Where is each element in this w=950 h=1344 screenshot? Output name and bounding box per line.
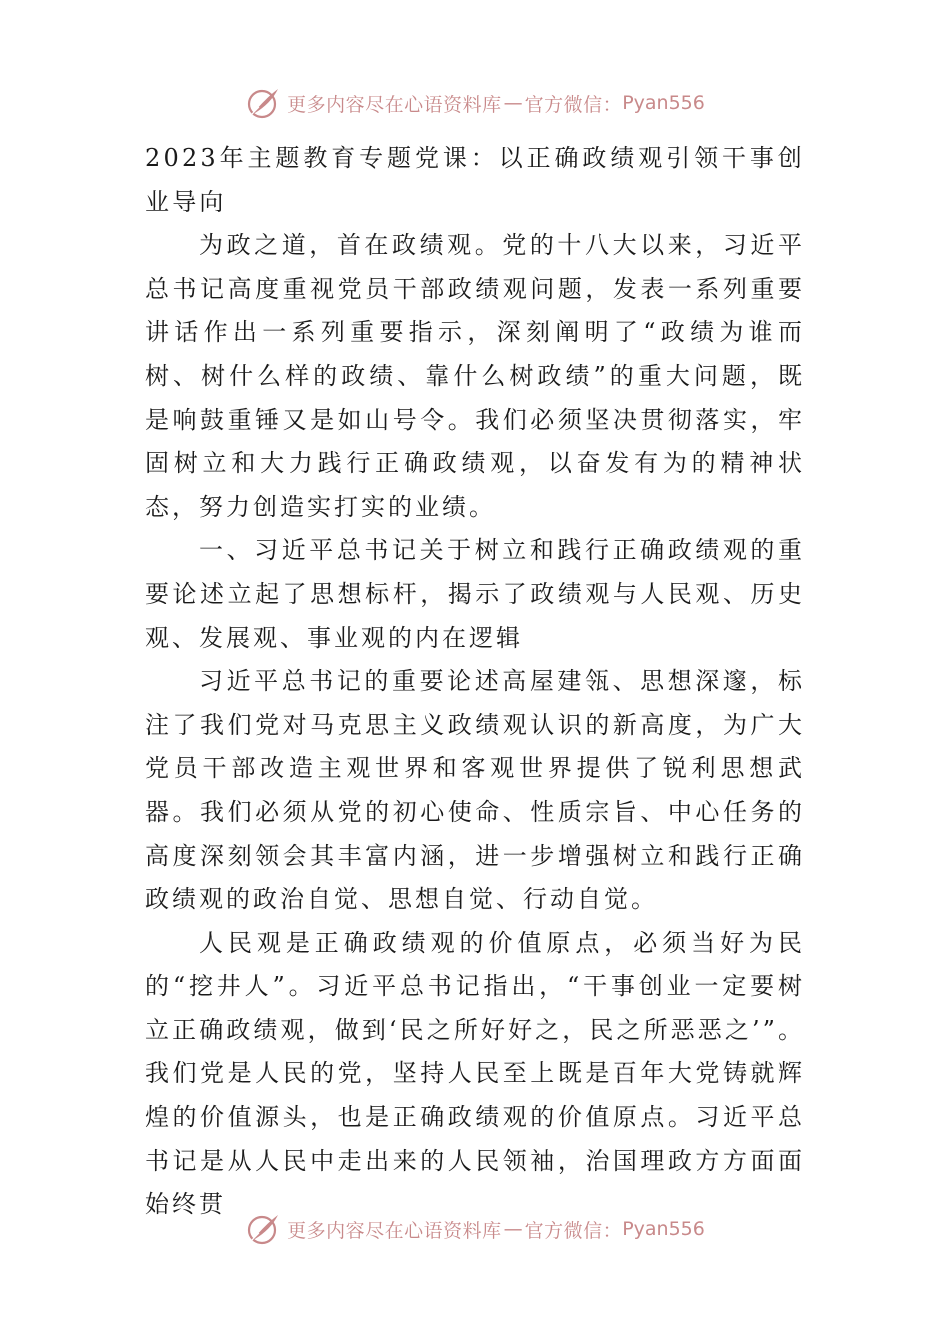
quill-circle-icon <box>245 1211 281 1247</box>
watermark-site-text: 更多内容尽在心语资料库 <box>287 1219 502 1242</box>
watermark-dash: — <box>503 92 523 114</box>
watermark-wechat-id: Pyan556 <box>622 1218 705 1240</box>
document-body <box>145 137 805 1227</box>
watermark-label: 官方微信： <box>524 1219 623 1242</box>
watermark-wechat-id: Pyan556 <box>622 92 705 114</box>
footer-watermark <box>0 1209 950 1249</box>
section-heading-1: 一、习近平总书记关于树立和践行正确政绩观的重要论述立起了思想标杆，揭示了政绩观与人民观、历史观、发展观、事业观的内在逻辑 <box>145 536 805 652</box>
paragraph-people-view: 人民观是正确政绩观的价值原点，必须当好为民的“挖井人”。习近平总书记指出，“干事创业一定要树立正确政绩观，做到‘民之所好好之，民之所恶恶之’”。我们党是人民的党，坚持人民至上既是百年大党铸就辉煌的价值源头，也是正确政绩观的价值原点。习近平总书记是从人民中走出来的人民领袖，治国理政方方面面始终贯 <box>145 928 805 1219</box>
quill-circle-icon <box>245 85 281 121</box>
watermark-dash: — <box>503 1218 523 1240</box>
watermark-site-text: 更多内容尽在心语资料库 <box>287 93 502 116</box>
paragraph-intro: 为政之道，首在政绩观。党的十八大以来，习近平总书记高度重视党员干部政绩观问题，发表一系列重要讲话作出一系列重要指示，深刻阐明了“政绩为谁而树、树什么样的政绩、靠什么树政绩”的重大问题，既是响鼓重锤又是如山号令。我们必须坚决贯彻落实，牢固树立和大力践行正确政绩观，以奋发有为的精神状态，努力创造实打实的业绩。 <box>145 231 805 521</box>
paragraph-section-1-intro: 习近平总书记的重要论述高屋建瓴、思想深邃，标注了我们党对马克思主义政绩观认识的新高度，为广大党员干部改造主观世界和客观世界提供了锐利思想武器。我们必须从党的初心使命、性质宗旨、中心任务的高度深刻领会其丰富内涵，进一步增强树立和践行正确政绩观的政治自觉、思想自觉、行动自觉。 <box>145 667 805 914</box>
watermark-label: 官方微信： <box>524 93 623 116</box>
header-watermark <box>0 83 950 123</box>
document-title: 2023年主题教育专题党课：以正确政绩观引领干事创业导向 <box>145 144 805 216</box>
